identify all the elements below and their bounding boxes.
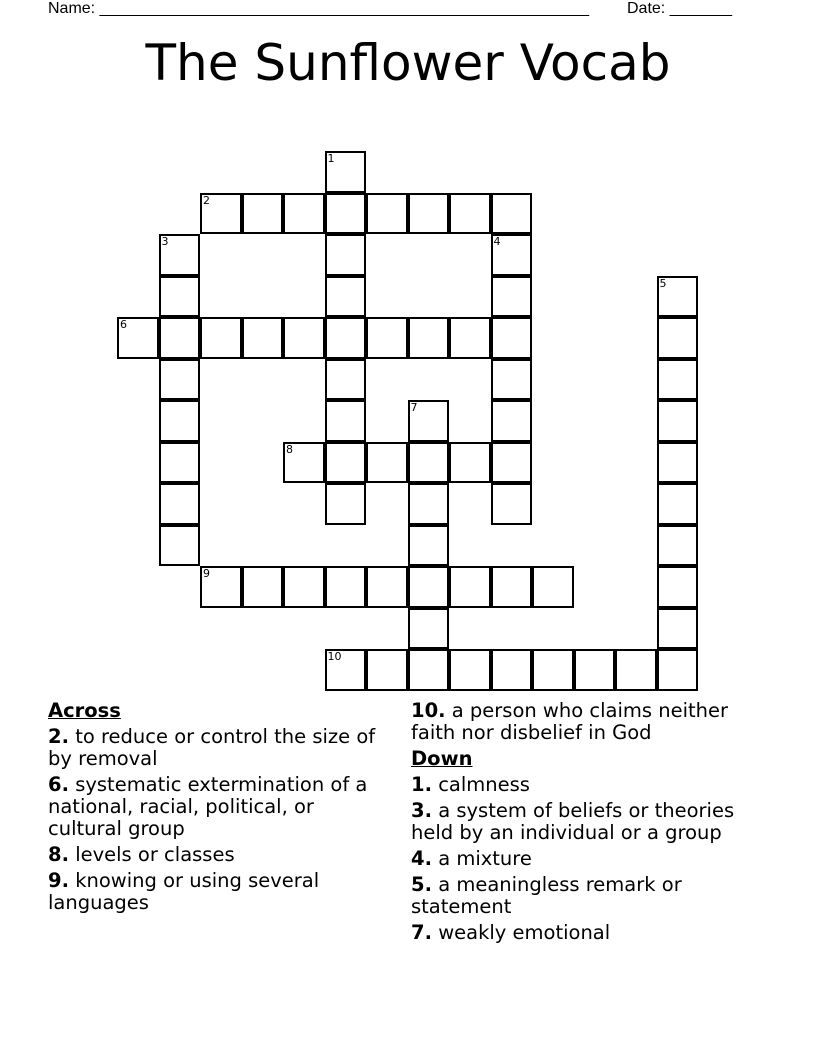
clue-number: 9. [48, 869, 69, 892]
grid-cell[interactable] [657, 400, 699, 442]
grid-cell[interactable] [159, 525, 201, 567]
name-field-label: Name: _______________________________________________________ [48, 0, 589, 17]
cell-number: 2 [203, 193, 210, 207]
grid-cell[interactable] [657, 608, 699, 650]
clues-right-column [411, 700, 771, 948]
cell-number: 6 [120, 318, 127, 331]
cell-number: 8 [286, 442, 293, 456]
clue-down-5 [411, 874, 771, 918]
grid-cell[interactable] [325, 276, 367, 318]
grid-cell[interactable] [366, 317, 408, 359]
clue-across-8 [48, 844, 388, 866]
grid-cell[interactable] [657, 442, 699, 484]
grid-cell[interactable] [408, 566, 450, 608]
grid-cell[interactable] [325, 566, 367, 608]
puzzle-title: The Sunflower Vocab [145, 34, 671, 92]
grid-cell[interactable] [159, 317, 201, 359]
date-field-label: Date: _______ [627, 0, 732, 17]
clue-text: a system of beliefs or theories held by an individual or a group [411, 799, 735, 844]
cell-number: 5 [659, 276, 667, 290]
grid-cell[interactable] [408, 649, 450, 691]
grid-cell[interactable] [366, 193, 408, 235]
grid-cell[interactable] [325, 317, 367, 359]
grid-cell[interactable] [159, 442, 201, 484]
grid-cell[interactable] [657, 525, 699, 567]
clue-text: a person who claims neither faith nor disbelief in God [411, 699, 729, 744]
grid-cell[interactable] [408, 193, 450, 235]
grid-cell[interactable] [657, 649, 699, 691]
grid-cell[interactable] [491, 483, 533, 525]
cell-number: 4 [493, 235, 501, 248]
grid-cell[interactable] [325, 442, 367, 484]
grid-cell[interactable] [657, 359, 699, 401]
clue-number: 3. [411, 799, 432, 822]
grid-cell[interactable] [615, 649, 657, 691]
grid-cell[interactable] [408, 442, 450, 484]
grid-cell[interactable] [325, 400, 367, 442]
grid-cell[interactable] [657, 317, 699, 359]
grid-cell[interactable] [159, 400, 201, 442]
clue-down-1 [411, 774, 771, 796]
clue-text: knowing or using several languages [48, 869, 320, 914]
grid-cell[interactable] [325, 359, 367, 401]
clue-across-9 [48, 870, 388, 914]
clue-number: 8. [48, 843, 69, 866]
clues-left-column [48, 700, 388, 918]
grid-cell[interactable] [366, 566, 408, 608]
grid-cell[interactable] [242, 566, 284, 608]
clue-down-7 [411, 922, 771, 944]
grid-cell[interactable] [325, 151, 367, 193]
grid-cell[interactable] [449, 566, 491, 608]
grid-cell[interactable] [449, 649, 491, 691]
across-heading: Across [48, 699, 121, 722]
grid-cell[interactable] [200, 566, 242, 608]
grid-cell[interactable] [242, 193, 284, 235]
grid-cell[interactable] [491, 193, 533, 235]
clue-text: a meaningless remark or statement [411, 873, 682, 918]
cell-number: 1 [327, 152, 335, 165]
grid-cell[interactable] [491, 649, 533, 691]
grid-cell[interactable] [366, 649, 408, 691]
grid-cell[interactable] [491, 566, 533, 608]
grid-cell[interactable] [408, 525, 450, 567]
grid-cell[interactable] [408, 317, 450, 359]
clue-across-10 [411, 700, 771, 744]
clue-text: systematic extermination of a national, racial, political, or cultural group [48, 773, 368, 840]
grid-cell[interactable] [200, 317, 242, 359]
grid-cell[interactable] [200, 193, 242, 235]
grid-cell[interactable] [283, 566, 325, 608]
grid-cell[interactable] [325, 483, 367, 525]
clue-number: 10. [411, 699, 446, 722]
grid-cell[interactable] [242, 317, 284, 359]
cell-number: 7 [410, 401, 418, 414]
grid-cell[interactable] [491, 442, 533, 484]
clue-text: levels or classes [75, 843, 235, 866]
grid-cell[interactable] [325, 193, 367, 235]
grid-cell[interactable] [574, 649, 616, 691]
grid-cell[interactable] [657, 483, 699, 525]
grid-cell[interactable] [491, 276, 533, 318]
grid-cell[interactable] [159, 483, 201, 525]
grid-cell[interactable] [657, 276, 699, 318]
clue-text: weakly emotional [438, 921, 611, 944]
grid-cell[interactable] [408, 483, 450, 525]
clue-number: 6. [48, 773, 69, 796]
grid-cell[interactable] [159, 359, 201, 401]
cell-number: 10 [327, 650, 342, 663]
cell-number: 9 [203, 567, 210, 580]
clue-across-6 [48, 774, 388, 840]
clue-number: 1. [411, 773, 432, 796]
grid-cell[interactable] [491, 400, 533, 442]
grid-cell[interactable] [408, 608, 450, 650]
grid-cell[interactable] [491, 359, 533, 401]
down-heading: Down [411, 747, 473, 770]
clue-across-2 [48, 726, 388, 770]
clue-text: a mixture [438, 847, 532, 870]
grid-cell[interactable] [657, 566, 699, 608]
grid-cell[interactable] [491, 317, 533, 359]
clue-number: 5. [411, 873, 432, 896]
grid-cell[interactable] [532, 649, 574, 691]
grid-cell[interactable] [283, 193, 325, 235]
clue-number: 4. [411, 847, 432, 870]
grid-cell[interactable] [325, 234, 367, 276]
grid-cell[interactable] [532, 566, 574, 608]
grid-cell[interactable] [366, 442, 408, 484]
grid-cell[interactable] [283, 317, 325, 359]
grid-cell[interactable] [325, 649, 367, 691]
grid-cell[interactable] [449, 317, 491, 359]
grid-cell[interactable] [283, 442, 325, 484]
grid-cell[interactable] [159, 234, 201, 276]
grid-cell[interactable] [159, 276, 201, 318]
clue-text: calmness [438, 773, 530, 796]
grid-cell[interactable] [117, 317, 159, 359]
grid-cell[interactable] [449, 442, 491, 484]
cell-number: 3 [161, 235, 169, 248]
grid-cell[interactable] [491, 234, 533, 276]
clue-number: 7. [411, 921, 432, 944]
clue-text: to reduce or control the size of by removal [48, 725, 376, 770]
grid-cell[interactable] [449, 193, 491, 235]
grid-cell[interactable] [408, 400, 450, 442]
clue-number: 2. [48, 725, 69, 748]
clue-down-3 [411, 800, 771, 844]
clue-down-4 [411, 848, 771, 870]
